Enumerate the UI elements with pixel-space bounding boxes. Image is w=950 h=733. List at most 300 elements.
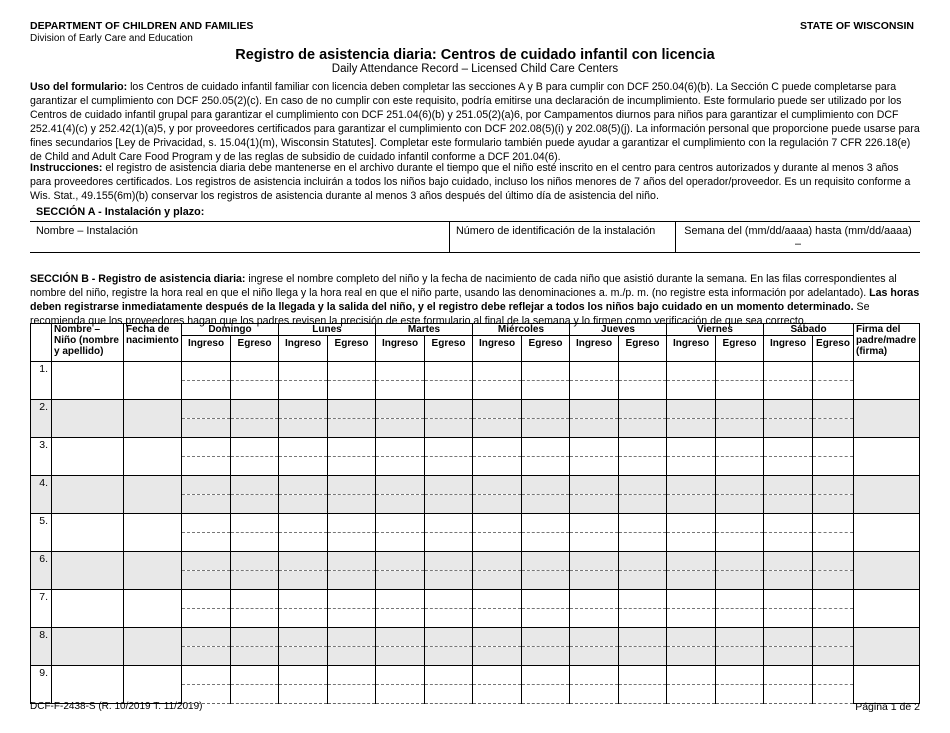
- check-out-cell[interactable]: [231, 362, 279, 381]
- check-in-cell[interactable]: [182, 514, 231, 533]
- check-in-cell[interactable]: [279, 362, 328, 381]
- birth-date-cell[interactable]: [124, 400, 182, 438]
- check-in-cell[interactable]: [764, 457, 813, 476]
- check-out-cell[interactable]: [522, 571, 570, 590]
- child-name-cell[interactable]: [52, 438, 124, 476]
- check-out-cell[interactable]: [522, 666, 570, 685]
- check-out-cell[interactable]: [425, 419, 473, 438]
- check-in-cell[interactable]: [473, 438, 522, 457]
- check-out-cell[interactable]: [328, 514, 376, 533]
- check-in-cell[interactable]: [473, 514, 522, 533]
- check-out-cell[interactable]: [231, 628, 279, 647]
- parent-signature-cell[interactable]: [854, 590, 920, 628]
- birth-date-cell[interactable]: [124, 362, 182, 400]
- check-out-cell[interactable]: [619, 666, 667, 685]
- check-in-cell[interactable]: [473, 419, 522, 438]
- check-out-cell[interactable]: [328, 495, 376, 514]
- check-out-cell[interactable]: [522, 381, 570, 400]
- child-name-cell[interactable]: [52, 590, 124, 628]
- check-in-cell[interactable]: [182, 609, 231, 628]
- check-in-cell[interactable]: [182, 666, 231, 685]
- check-in-cell[interactable]: [279, 628, 328, 647]
- parent-signature-cell[interactable]: [854, 438, 920, 476]
- check-in-cell[interactable]: [764, 476, 813, 495]
- check-out-header: Egreso: [231, 336, 279, 362]
- child-name-cell[interactable]: [52, 552, 124, 590]
- check-out-cell[interactable]: [619, 685, 667, 704]
- check-in-cell[interactable]: [570, 571, 619, 590]
- check-in-cell[interactable]: [667, 647, 716, 666]
- check-in-cell[interactable]: [279, 381, 328, 400]
- check-in-cell[interactable]: [764, 628, 813, 647]
- check-out-cell[interactable]: [716, 438, 764, 457]
- check-out-cell[interactable]: [231, 419, 279, 438]
- check-out-cell[interactable]: [716, 457, 764, 476]
- check-in-cell[interactable]: [376, 533, 425, 552]
- row-number: 2.: [31, 400, 52, 438]
- check-in-cell[interactable]: [667, 400, 716, 419]
- check-out-cell[interactable]: [522, 495, 570, 514]
- check-in-cell[interactable]: [376, 438, 425, 457]
- check-out-cell[interactable]: [619, 552, 667, 571]
- check-out-cell[interactable]: [522, 552, 570, 571]
- check-out-cell[interactable]: [231, 609, 279, 628]
- day-header-monday: Lunes: [279, 324, 376, 336]
- check-out-cell[interactable]: [522, 685, 570, 704]
- check-in-cell[interactable]: [182, 533, 231, 552]
- check-out-cell[interactable]: [716, 495, 764, 514]
- check-out-cell[interactable]: [328, 571, 376, 590]
- check-in-cell[interactable]: [279, 533, 328, 552]
- check-out-cell[interactable]: [328, 533, 376, 552]
- child-name-cell[interactable]: [52, 400, 124, 438]
- check-in-cell[interactable]: [473, 476, 522, 495]
- check-in-cell[interactable]: [570, 495, 619, 514]
- check-out-cell[interactable]: [231, 457, 279, 476]
- check-in-cell[interactable]: [764, 647, 813, 666]
- check-out-cell[interactable]: [716, 552, 764, 571]
- check-in-header: Ingreso: [570, 336, 619, 362]
- check-in-cell[interactable]: [376, 476, 425, 495]
- check-out-cell[interactable]: [813, 438, 854, 457]
- check-in-header: Ingreso: [473, 336, 522, 362]
- check-in-cell[interactable]: [570, 647, 619, 666]
- check-out-cell[interactable]: [231, 533, 279, 552]
- check-out-cell[interactable]: [522, 590, 570, 609]
- check-in-cell[interactable]: [667, 571, 716, 590]
- check-out-cell[interactable]: [425, 609, 473, 628]
- check-in-cell[interactable]: [667, 666, 716, 685]
- check-out-cell[interactable]: [522, 419, 570, 438]
- birth-date-cell[interactable]: [124, 476, 182, 514]
- check-out-cell[interactable]: [522, 514, 570, 533]
- check-in-cell[interactable]: [764, 438, 813, 457]
- check-out-cell[interactable]: [619, 590, 667, 609]
- child-name-cell[interactable]: [52, 666, 124, 704]
- week-range-field[interactable]: [675, 222, 920, 252]
- check-out-cell[interactable]: [813, 495, 854, 514]
- check-in-cell[interactable]: [473, 552, 522, 571]
- day-header-thursday: Jueves: [570, 324, 667, 336]
- check-in-cell[interactable]: [667, 438, 716, 457]
- check-in-cell[interactable]: [279, 419, 328, 438]
- check-out-cell[interactable]: [813, 514, 854, 533]
- check-out-cell[interactable]: [619, 647, 667, 666]
- check-in-cell[interactable]: [279, 571, 328, 590]
- check-in-cell[interactable]: [667, 628, 716, 647]
- check-out-cell[interactable]: [813, 533, 854, 552]
- check-in-cell[interactable]: [667, 685, 716, 704]
- check-out-cell[interactable]: [813, 381, 854, 400]
- check-out-cell[interactable]: [231, 495, 279, 514]
- check-in-cell[interactable]: [473, 400, 522, 419]
- check-out-cell[interactable]: [328, 381, 376, 400]
- check-in-cell[interactable]: [182, 552, 231, 571]
- check-in-cell[interactable]: [570, 590, 619, 609]
- day-header-sunday: Domingo: [182, 324, 279, 336]
- check-out-cell[interactable]: [328, 590, 376, 609]
- check-in-cell[interactable]: [570, 419, 619, 438]
- check-in-cell[interactable]: [376, 362, 425, 381]
- form-subtitle: Daily Attendance Record – Licensed Child Care Centers: [331, 63, 619, 75]
- check-out-cell[interactable]: [231, 571, 279, 590]
- table-row: [31, 552, 920, 571]
- check-in-cell[interactable]: [182, 628, 231, 647]
- check-out-cell[interactable]: [328, 552, 376, 571]
- check-in-cell[interactable]: [376, 666, 425, 685]
- table-row: [31, 628, 920, 647]
- check-in-cell[interactable]: [279, 457, 328, 476]
- check-in-cell[interactable]: [667, 476, 716, 495]
- check-out-cell[interactable]: [716, 628, 764, 647]
- check-in-cell[interactable]: [473, 495, 522, 514]
- check-out-cell[interactable]: [231, 685, 279, 704]
- check-in-cell[interactable]: [473, 685, 522, 704]
- check-in-cell[interactable]: [279, 438, 328, 457]
- check-in-cell[interactable]: [764, 571, 813, 590]
- check-in-cell[interactable]: [376, 514, 425, 533]
- check-out-cell[interactable]: [522, 476, 570, 495]
- check-out-cell[interactable]: [328, 647, 376, 666]
- check-out-cell[interactable]: [425, 438, 473, 457]
- attendance-rows: [31, 362, 920, 704]
- check-out-cell[interactable]: [813, 552, 854, 571]
- check-in-cell[interactable]: [182, 438, 231, 457]
- facility-name-field[interactable]: [30, 222, 449, 252]
- check-out-cell[interactable]: [425, 495, 473, 514]
- check-out-cell[interactable]: [716, 419, 764, 438]
- check-out-cell[interactable]: [813, 647, 854, 666]
- birth-date-cell[interactable]: [124, 628, 182, 666]
- check-out-cell[interactable]: [716, 685, 764, 704]
- check-in-cell[interactable]: [667, 552, 716, 571]
- check-out-cell[interactable]: [813, 457, 854, 476]
- check-in-cell[interactable]: [279, 495, 328, 514]
- check-out-cell[interactable]: [813, 400, 854, 419]
- check-out-cell[interactable]: [425, 552, 473, 571]
- week-range-dash: –: [794, 238, 801, 250]
- check-in-cell[interactable]: [473, 381, 522, 400]
- check-in-cell[interactable]: [764, 685, 813, 704]
- check-out-cell[interactable]: [425, 571, 473, 590]
- check-in-cell[interactable]: [279, 476, 328, 495]
- check-out-cell[interactable]: [328, 476, 376, 495]
- check-out-cell[interactable]: [619, 571, 667, 590]
- parent-signature-cell[interactable]: [854, 552, 920, 590]
- check-in-cell[interactable]: [182, 400, 231, 419]
- check-in-cell[interactable]: [570, 685, 619, 704]
- check-out-cell[interactable]: [425, 628, 473, 647]
- check-out-cell[interactable]: [425, 533, 473, 552]
- check-in-cell[interactable]: [376, 571, 425, 590]
- check-in-cell[interactable]: [279, 514, 328, 533]
- check-in-cell[interactable]: [570, 476, 619, 495]
- check-out-cell[interactable]: [328, 457, 376, 476]
- check-out-cell[interactable]: [231, 514, 279, 533]
- check-out-cell[interactable]: [522, 362, 570, 381]
- check-in-cell[interactable]: [279, 552, 328, 571]
- check-out-cell[interactable]: [328, 362, 376, 381]
- check-in-cell[interactable]: [376, 457, 425, 476]
- check-out-cell[interactable]: [813, 628, 854, 647]
- check-in-cell[interactable]: [570, 666, 619, 685]
- section-b-title: SECCIÓN B - Registro de asistencia diaria:: [30, 273, 246, 285]
- check-out-cell[interactable]: [813, 362, 854, 381]
- check-in-cell[interactable]: [764, 590, 813, 609]
- check-in-cell[interactable]: [570, 381, 619, 400]
- check-in-cell[interactable]: [570, 438, 619, 457]
- check-out-cell[interactable]: [522, 609, 570, 628]
- check-in-cell[interactable]: [570, 628, 619, 647]
- check-in-cell[interactable]: [279, 400, 328, 419]
- check-in-cell[interactable]: [667, 362, 716, 381]
- check-out-cell[interactable]: [716, 476, 764, 495]
- check-in-cell[interactable]: [570, 457, 619, 476]
- check-in-cell[interactable]: [182, 495, 231, 514]
- check-out-cell[interactable]: [425, 381, 473, 400]
- check-in-cell[interactable]: [570, 400, 619, 419]
- parent-signature-cell[interactable]: [854, 476, 920, 514]
- check-out-cell[interactable]: [231, 476, 279, 495]
- check-out-cell[interactable]: [716, 666, 764, 685]
- check-in-cell[interactable]: [570, 362, 619, 381]
- check-out-cell[interactable]: [716, 400, 764, 419]
- check-in-cell[interactable]: [182, 457, 231, 476]
- check-out-cell[interactable]: [716, 571, 764, 590]
- facility-id-field[interactable]: [449, 222, 675, 252]
- child-name-cell[interactable]: [52, 514, 124, 552]
- check-out-cell[interactable]: [813, 666, 854, 685]
- check-in-cell[interactable]: [570, 533, 619, 552]
- check-in-cell[interactable]: [570, 514, 619, 533]
- check-out-cell[interactable]: [716, 362, 764, 381]
- check-out-cell[interactable]: [716, 381, 764, 400]
- check-out-cell[interactable]: [425, 400, 473, 419]
- check-in-cell[interactable]: [473, 628, 522, 647]
- check-out-cell[interactable]: [231, 647, 279, 666]
- check-in-cell[interactable]: [182, 476, 231, 495]
- check-out-cell[interactable]: [619, 495, 667, 514]
- check-out-cell[interactable]: [231, 381, 279, 400]
- check-out-cell[interactable]: [619, 362, 667, 381]
- state-name: STATE OF WISCONSIN: [800, 20, 914, 32]
- check-in-cell[interactable]: [376, 400, 425, 419]
- check-in-cell[interactable]: [473, 666, 522, 685]
- check-in-cell[interactable]: [764, 419, 813, 438]
- check-in-cell[interactable]: [667, 514, 716, 533]
- check-out-cell[interactable]: [716, 647, 764, 666]
- check-out-cell[interactable]: [813, 476, 854, 495]
- check-out-cell[interactable]: [716, 514, 764, 533]
- check-out-cell[interactable]: [619, 457, 667, 476]
- check-in-cell[interactable]: [764, 381, 813, 400]
- check-in-cell[interactable]: [473, 609, 522, 628]
- check-in-cell[interactable]: [376, 628, 425, 647]
- check-out-cell[interactable]: [619, 419, 667, 438]
- check-out-cell[interactable]: [522, 533, 570, 552]
- check-in-cell[interactable]: [764, 495, 813, 514]
- check-in-cell[interactable]: [667, 381, 716, 400]
- check-out-cell[interactable]: [619, 533, 667, 552]
- parent-signature-cell[interactable]: [854, 666, 920, 704]
- check-in-cell[interactable]: [279, 647, 328, 666]
- birth-date-cell[interactable]: [124, 590, 182, 628]
- check-in-cell[interactable]: [182, 571, 231, 590]
- section-b-bold-text: Las horas deben registrarse inmediatamente después de la llegada y la salida del niño, y el registro debe reflejar a todos los niños bajo cuidado en un momento determinado.: [30, 287, 920, 313]
- check-out-cell[interactable]: [619, 609, 667, 628]
- check-out-cell[interactable]: [716, 533, 764, 552]
- check-in-cell[interactable]: [667, 457, 716, 476]
- birth-date-cell[interactable]: [124, 438, 182, 476]
- check-in-cell[interactable]: [376, 381, 425, 400]
- check-out-cell[interactable]: [619, 628, 667, 647]
- check-in-cell[interactable]: [182, 381, 231, 400]
- check-in-cell[interactable]: [764, 609, 813, 628]
- parent-signature-cell[interactable]: [854, 628, 920, 666]
- check-out-cell[interactable]: [619, 400, 667, 419]
- check-in-cell[interactable]: [182, 590, 231, 609]
- check-out-cell[interactable]: [328, 419, 376, 438]
- check-in-cell[interactable]: [182, 362, 231, 381]
- check-in-cell[interactable]: [764, 514, 813, 533]
- check-in-cell[interactable]: [667, 590, 716, 609]
- check-in-cell[interactable]: [182, 419, 231, 438]
- check-in-cell[interactable]: [764, 400, 813, 419]
- check-in-cell[interactable]: [279, 685, 328, 704]
- check-out-cell[interactable]: [425, 514, 473, 533]
- check-in-cell[interactable]: [473, 590, 522, 609]
- check-in-cell[interactable]: [667, 609, 716, 628]
- check-out-cell[interactable]: [231, 590, 279, 609]
- check-in-cell[interactable]: [473, 647, 522, 666]
- check-out-cell[interactable]: [522, 647, 570, 666]
- parent-signature-cell[interactable]: [854, 514, 920, 552]
- check-out-cell[interactable]: [231, 438, 279, 457]
- check-out-cell[interactable]: [813, 685, 854, 704]
- check-out-cell[interactable]: [619, 381, 667, 400]
- check-in-cell[interactable]: [570, 609, 619, 628]
- check-in-cell[interactable]: [667, 533, 716, 552]
- check-out-cell[interactable]: [328, 438, 376, 457]
- check-in-cell[interactable]: [764, 362, 813, 381]
- check-in-cell[interactable]: [473, 533, 522, 552]
- check-out-cell[interactable]: [231, 400, 279, 419]
- check-in-cell[interactable]: [473, 362, 522, 381]
- check-out-cell[interactable]: [425, 685, 473, 704]
- check-out-cell[interactable]: [619, 438, 667, 457]
- check-out-cell[interactable]: [425, 362, 473, 381]
- check-in-cell[interactable]: [764, 533, 813, 552]
- check-in-cell[interactable]: [667, 495, 716, 514]
- check-in-cell[interactable]: [376, 419, 425, 438]
- child-name-cell[interactable]: [52, 628, 124, 666]
- check-out-cell[interactable]: [522, 457, 570, 476]
- check-in-cell[interactable]: [376, 495, 425, 514]
- check-out-cell[interactable]: [425, 476, 473, 495]
- child-name-cell[interactable]: [52, 362, 124, 400]
- check-out-cell[interactable]: [813, 571, 854, 590]
- check-in-cell[interactable]: [376, 647, 425, 666]
- check-out-cell[interactable]: [231, 666, 279, 685]
- check-out-cell[interactable]: [619, 476, 667, 495]
- check-in-cell[interactable]: [279, 590, 328, 609]
- section-b-text: ingrese el nombre completo del niño y la fecha de nacimiento de cada niño que asistió durante la semana. En las filas correspondientes al nombre del niño, registre la hora real en que el niño llega y la hora real en que el niño parte, usando las denominaciones a. m./p. m. (no registre esta información por adelantado).: [30, 273, 897, 299]
- check-out-cell[interactable]: [716, 590, 764, 609]
- parent-signature-cell[interactable]: [854, 362, 920, 400]
- check-in-cell[interactable]: [764, 552, 813, 571]
- check-out-cell[interactable]: [522, 628, 570, 647]
- check-out-cell[interactable]: [328, 628, 376, 647]
- child-name-cell[interactable]: [52, 476, 124, 514]
- child-name-header: Nombre – Niño (nombre y apellido): [52, 324, 124, 362]
- instructions-label: Instrucciones:: [30, 162, 103, 174]
- check-out-cell[interactable]: [716, 609, 764, 628]
- check-out-cell[interactable]: [328, 400, 376, 419]
- check-in-cell[interactable]: [376, 590, 425, 609]
- parent-signature-cell[interactable]: [854, 400, 920, 438]
- check-in-cell[interactable]: [279, 666, 328, 685]
- check-out-cell[interactable]: [231, 552, 279, 571]
- check-out-cell[interactable]: [425, 457, 473, 476]
- check-out-cell[interactable]: [328, 685, 376, 704]
- check-in-cell[interactable]: [376, 609, 425, 628]
- check-out-cell[interactable]: [619, 514, 667, 533]
- check-in-cell[interactable]: [764, 666, 813, 685]
- section-a-fields: [30, 221, 920, 253]
- check-in-cell[interactable]: [182, 647, 231, 666]
- check-in-cell[interactable]: [570, 552, 619, 571]
- birth-date-cell[interactable]: [124, 666, 182, 704]
- check-in-cell[interactable]: [376, 685, 425, 704]
- check-out-cell[interactable]: [522, 400, 570, 419]
- check-in-cell[interactable]: [376, 552, 425, 571]
- check-in-cell[interactable]: [473, 457, 522, 476]
- check-out-cell[interactable]: [813, 419, 854, 438]
- birth-date-cell[interactable]: [124, 552, 182, 590]
- birth-date-cell[interactable]: [124, 514, 182, 552]
- check-out-cell[interactable]: [328, 609, 376, 628]
- check-out-cell[interactable]: [425, 666, 473, 685]
- check-out-cell[interactable]: [813, 609, 854, 628]
- check-out-cell[interactable]: [425, 647, 473, 666]
- check-in-cell[interactable]: [473, 571, 522, 590]
- check-out-cell[interactable]: [522, 438, 570, 457]
- check-out-cell[interactable]: [425, 590, 473, 609]
- check-in-cell[interactable]: [279, 609, 328, 628]
- check-out-cell[interactable]: [813, 590, 854, 609]
- check-in-cell[interactable]: [667, 419, 716, 438]
- check-out-cell[interactable]: [328, 666, 376, 685]
